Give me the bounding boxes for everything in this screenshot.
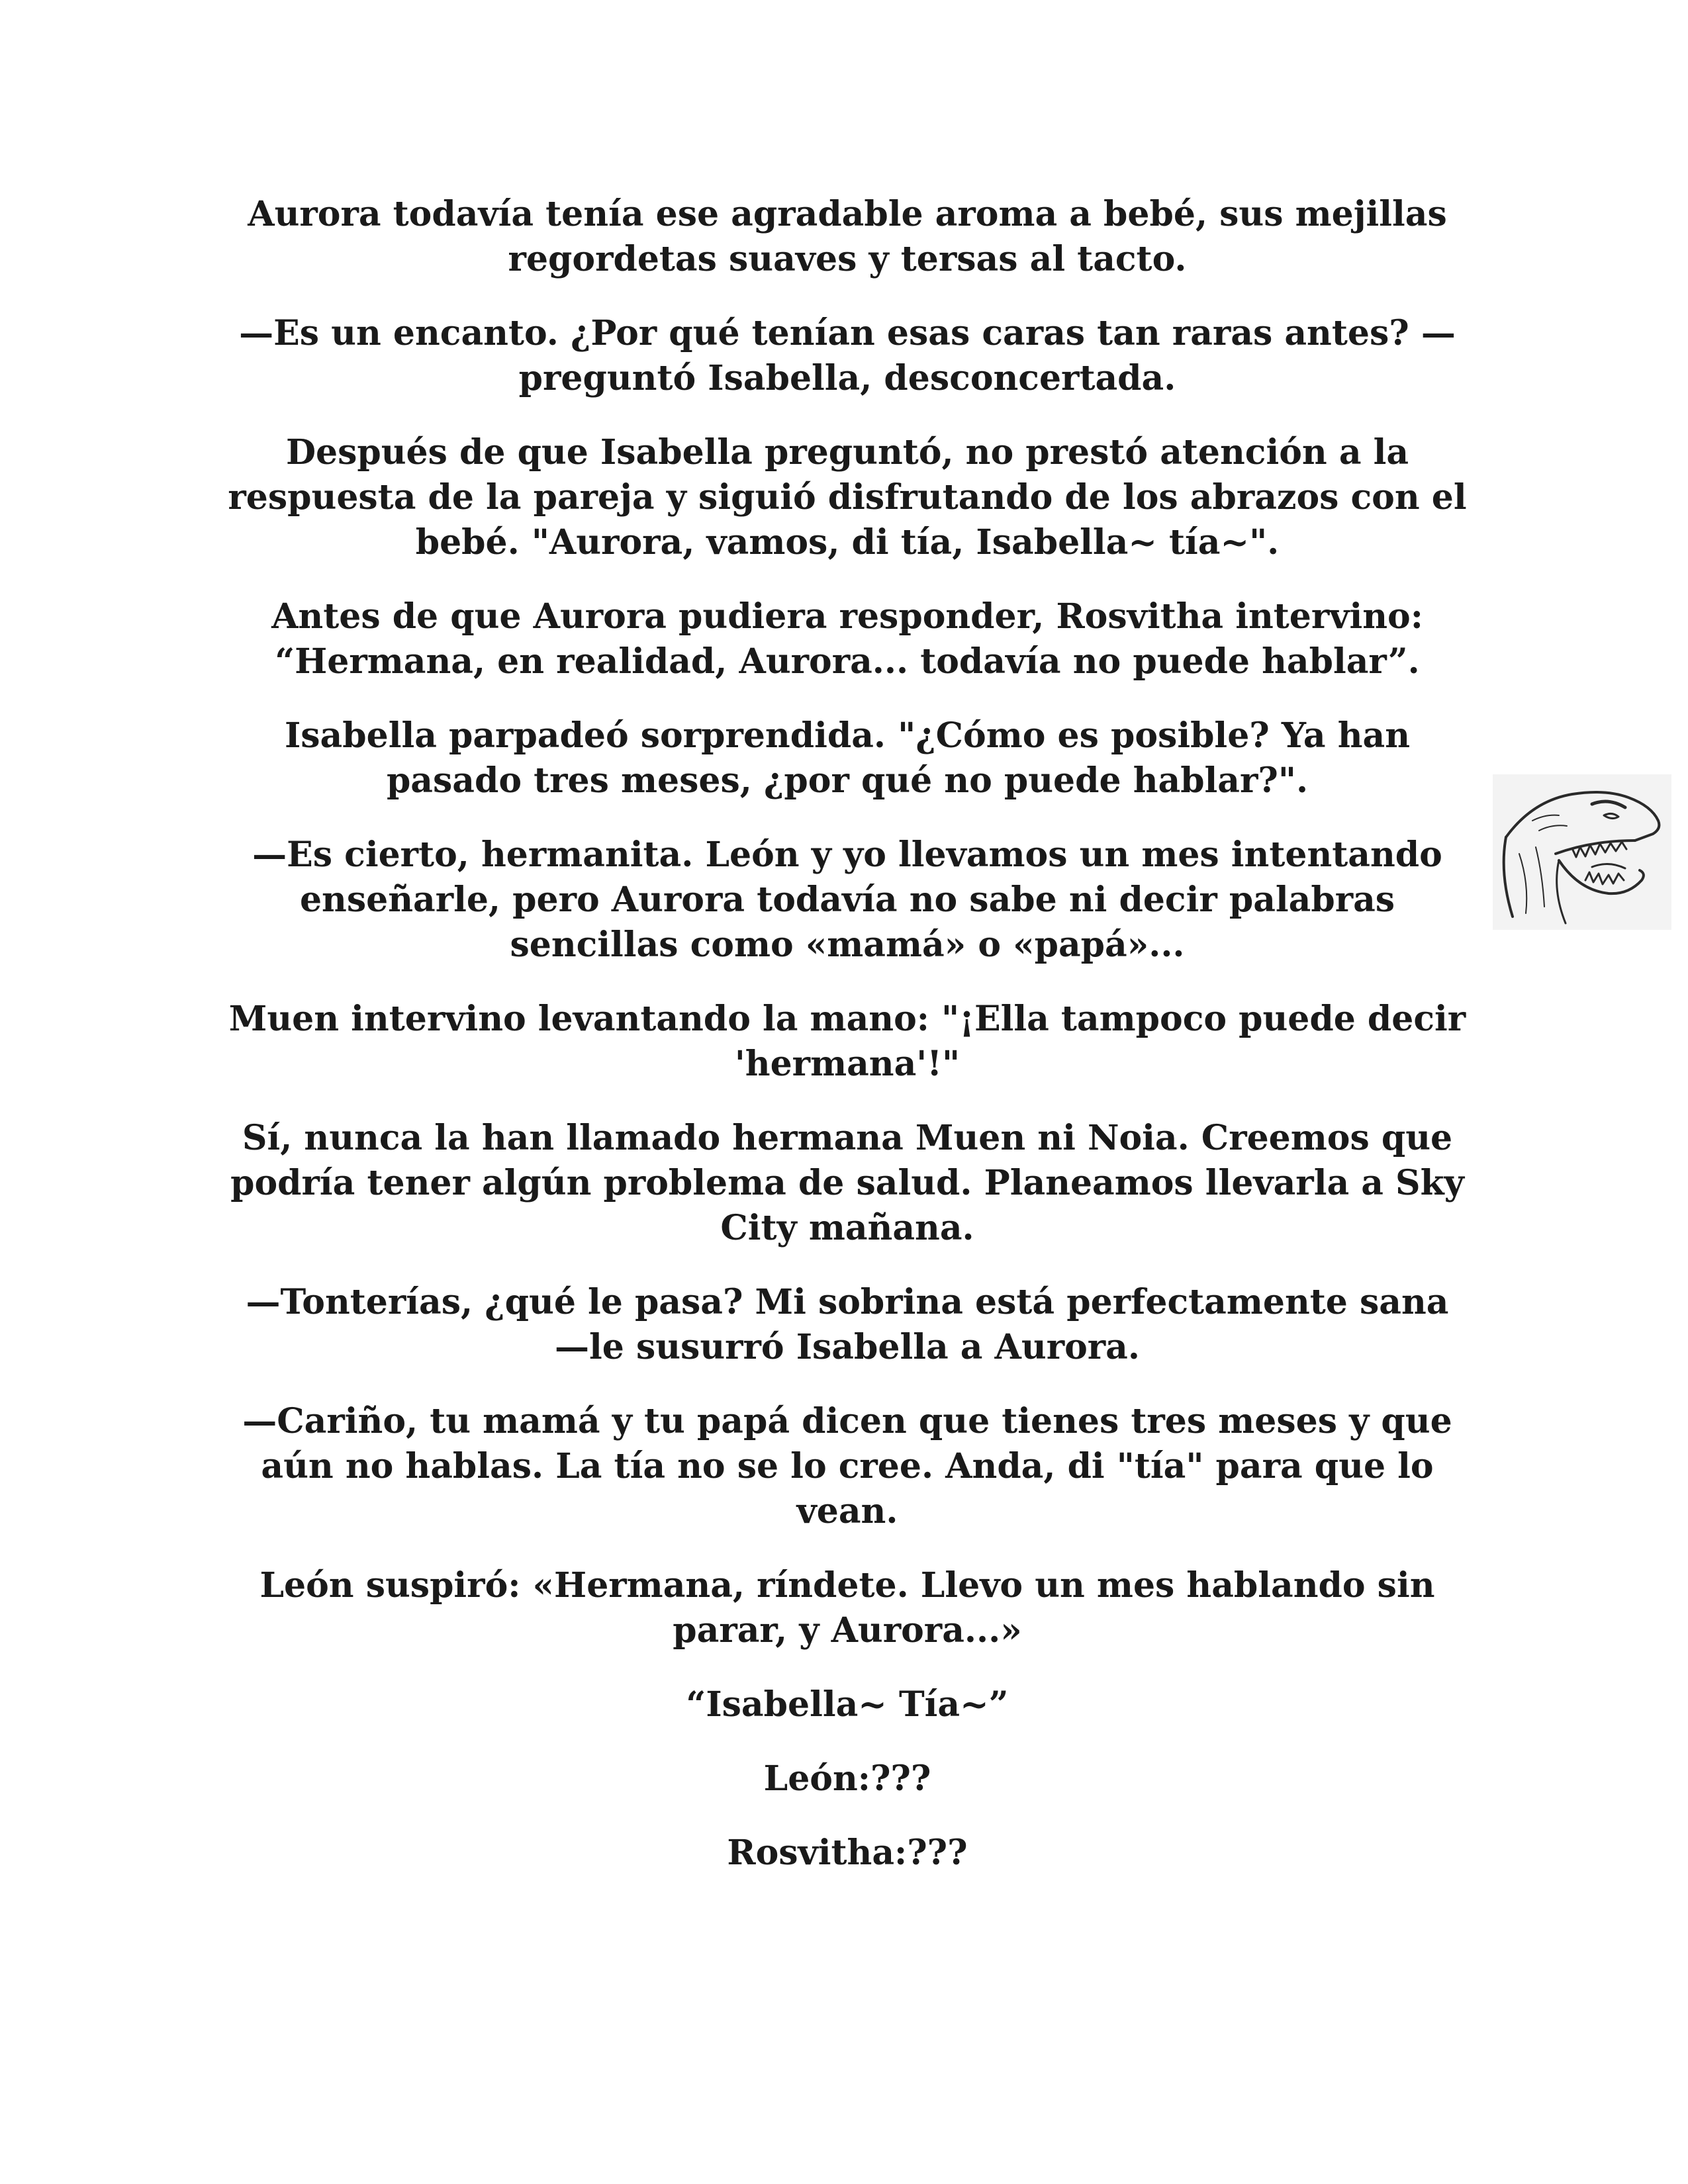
paragraph: —Es un encanto. ¿Por qué tenían esas caras tan raras antes? —preguntó Isabella, desconcertada. <box>239 313 1456 398</box>
paragraph: León:??? <box>763 1758 931 1799</box>
paragraph: León suspiró: «Hermana, ríndete. Llevo un mes hablando sin parar, y Aurora...» <box>259 1565 1435 1651</box>
paragraph: Rosvitha:??? <box>727 1833 968 1873</box>
paragraph: Isabella parpadeó sorprendida. "¿Cómo es posible? Ya han pasado tres meses, ¿por qué no puede hablar?". <box>284 715 1411 801</box>
paragraph: Sí, nunca la han llamado hermana Muen ni Noia. Creemos que podría tener algún problema de salud. Planeamos llevarla a Sky City mañana. <box>230 1118 1464 1248</box>
paragraph: Antes de que Aurora pudiera responder, Rosvitha intervino: “Hermana, en realidad, Aurora... todavía no puede hablar”. <box>271 596 1423 682</box>
paragraph: —Cariño, tu mamá y tu papá dicen que tienes tres meses y que aún no hablas. La tía no se lo cree. Anda, di "tía" para que lo vean. <box>242 1401 1452 1531</box>
dinosaur-sketch-icon <box>1493 774 1671 930</box>
paragraph: Muen intervino levantando la mano: "¡Ella tampoco puede decir 'hermana'!" <box>228 999 1466 1084</box>
paragraph: —Es cierto, hermanita. León y yo llevamos un mes intentando enseñarle, pero Aurora todavía no sabe ni decir palabras sencillas como «mamá» o «papá»... <box>252 835 1442 965</box>
story-text <box>225 192 1470 1905</box>
paragraph: Aurora todavía tenía ese agradable aroma a bebé, sus mejillas regordetas suaves y tersas al tacto. <box>248 194 1447 279</box>
paragraph: “Isabella~ Tía~” <box>686 1684 1009 1725</box>
paragraph: —Tonterías, ¿qué le pasa? Mi sobrina está perfectamente sana —le susurró Isabella a Aurora. <box>246 1282 1449 1367</box>
paragraph: Después de que Isabella preguntó, no prestó atención a la respuesta de la pareja y siguió disfrutando de los abrazos con el bebé. "Aurora, vamos, di tía, Isabella~ tía~". <box>228 432 1467 563</box>
